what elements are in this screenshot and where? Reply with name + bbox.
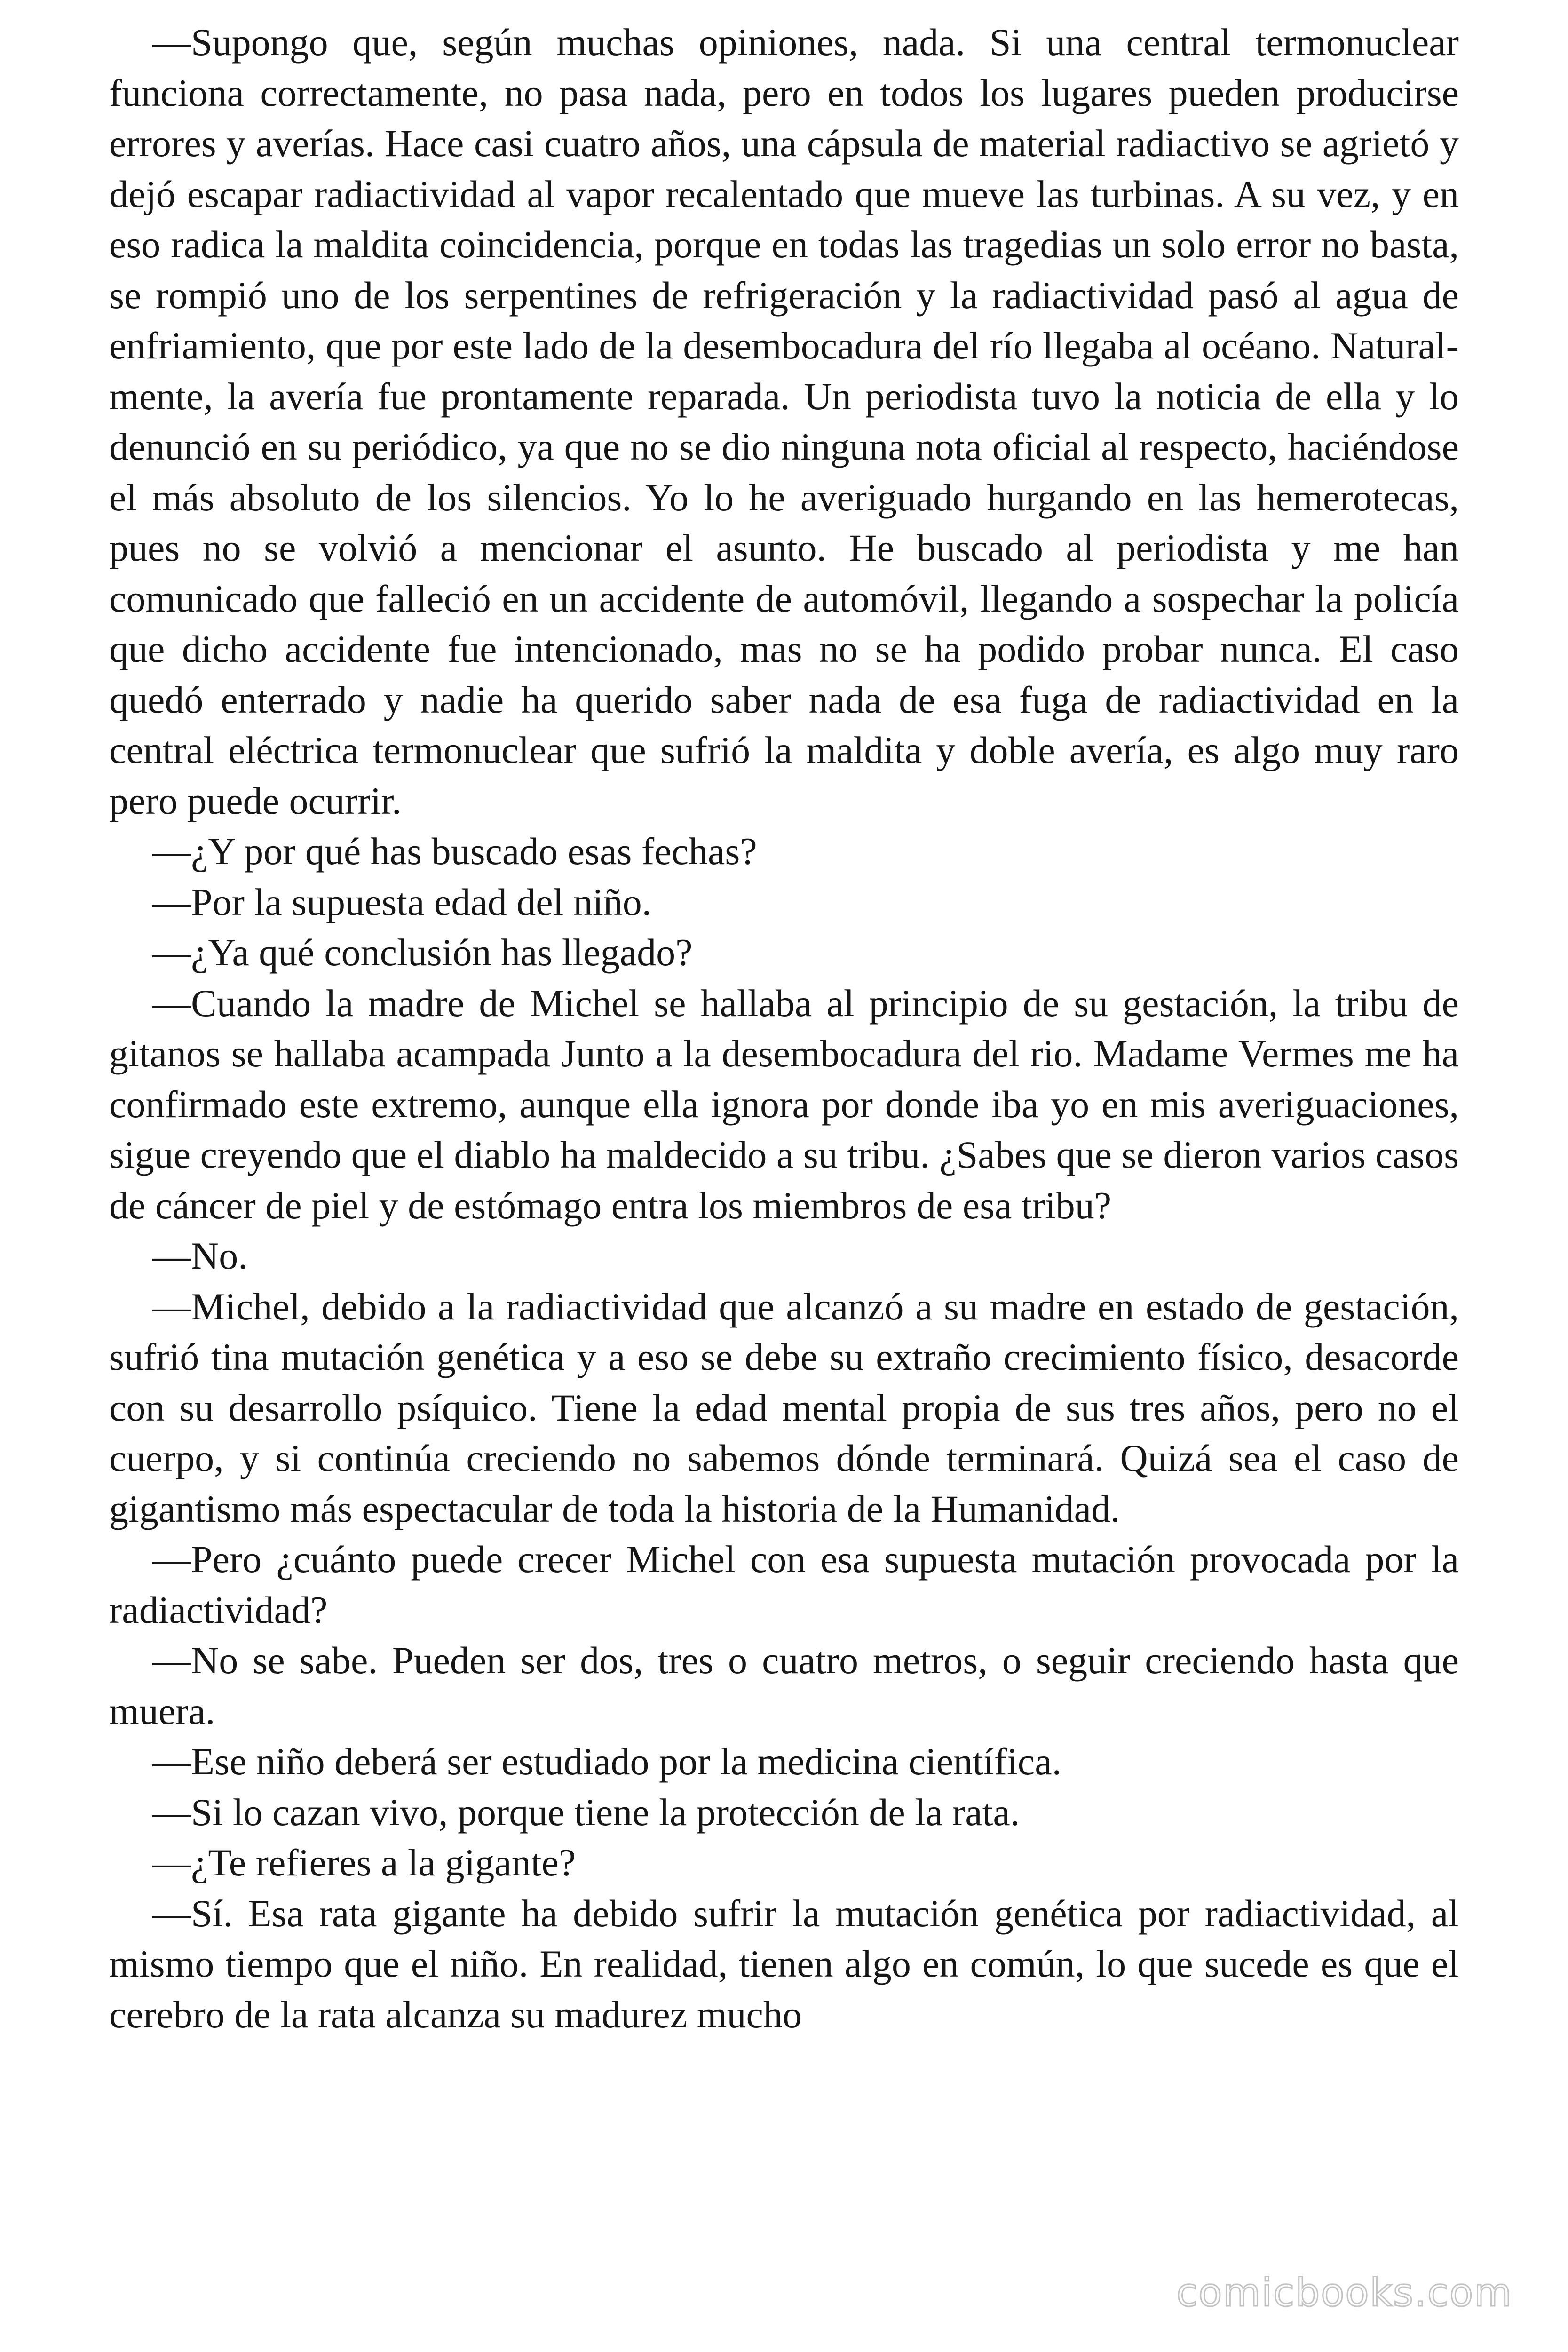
paragraph-2: —¿Y por qué has buscado esas fechas? — [152, 830, 757, 873]
paragraph-6: —No. — [152, 1234, 248, 1277]
paragraph-4: —¿Ya qué conclusión has llegado? — [152, 931, 693, 974]
paragraph-7: —Michel, debido a la radiactividad que alcanzó a su madre en estado de gestación, sufrió tina mutación genética y a eso se debe su extraño crecimiento físico, desacorde con su desarrollo psíquico. Tiene la edad mental propia de sus tres años, pero no el cuerpo, y si continúa creciendo no sabemos dónde terminará. Quizá sea el caso de gigantismo más espectacular de toda la historia de la Humanidad. — [109, 1285, 1459, 1530]
book-page — [109, 17, 1459, 2336]
paragraph-13: —Sí. Esa rata gigante ha debido sufrir la mutación genética por radiactividad, al mismo tiempo que el niño. En realidad, tienen algo en común, lo que sucede es que el cerebro de la rata alcanza su madurez mucho — [109, 1891, 1459, 2036]
paragraph-12: —¿Te refieres a la gigante? — [152, 1841, 576, 1884]
watermark-text: comicbooks.com — [1176, 2271, 1513, 2315]
paragraph-1: —Supongo que, según muchas opiniones, nada. Si una central termonuclear funciona correctamente, no pasa nada, pero en todos los lugares pueden producirse errores y averías. Hace casi cuatro años, una cápsula de material radiactivo se agrietó y dejó escapar radiactividad al vapor recalentado que mueve las turbinas. A su vez, y en eso radica la maldita coincidencia, porque en todas las tragedias un solo error no basta, se rompió uno de los serpentines de refrigeración y la radiactividad pasó al agua de enfriamiento, que por este lado de la desembocadura del río llegaba al océano. Natural-mente, la avería fue prontamente reparada. Un periodista tuvo la noticia de ella y lo denunció en su periódico, ya que no se dio ninguna nota oficial al respecto, haciéndose el más absoluto de los silencios. Yo lo he averiguado hurgando en las hemerotecas, pues no se volvió a mencionar el asunto. He buscado al periodista y me han comunicado que falleció en un accidente de automóvil, llegando a sospechar la policía que dicho accidente fue intencionado, mas no se ha podido probar nunca. El caso quedó enterrado y nadie ha querido saber nada de esa fuga de radiactividad en la central eléctrica termonuclear que sufrió la maldita y doble avería, es algo muy raro pero puede ocurrir. — [109, 21, 1459, 822]
paragraph-10: —Ese niño deberá ser estudiado por la medicina científica. — [152, 1740, 1062, 1783]
paragraph-11: —Si lo cazan vivo, porque tiene la protección de la rata. — [152, 1790, 1020, 1834]
paragraph-8: —Pero ¿cuánto puede crecer Michel con esa supuesta mutación provocada por la radiactividad? — [109, 1538, 1459, 1631]
paragraph-3: —Por la supuesta edad del niño. — [152, 880, 652, 923]
paragraph-5: —Cuando la madre de Michel se hallaba al principio de su gestación, la tribu de gitanos se hallaba acampada Junto a la desembocadura del rio. Madame Vermes me ha confirmado este extremo, aunque ella ignora por donde iba yo en mis averiguaciones, sigue creyendo que el diablo ha maldecido a su tribu. ¿Sabes que se dieron varios casos de cáncer de piel y de estómago entra los miembros de esa tribu? — [109, 981, 1459, 1227]
paragraph-9: —No se sabe. Pueden ser dos, tres o cuatro metros, o seguir creciendo hasta que muera. — [109, 1639, 1459, 1732]
